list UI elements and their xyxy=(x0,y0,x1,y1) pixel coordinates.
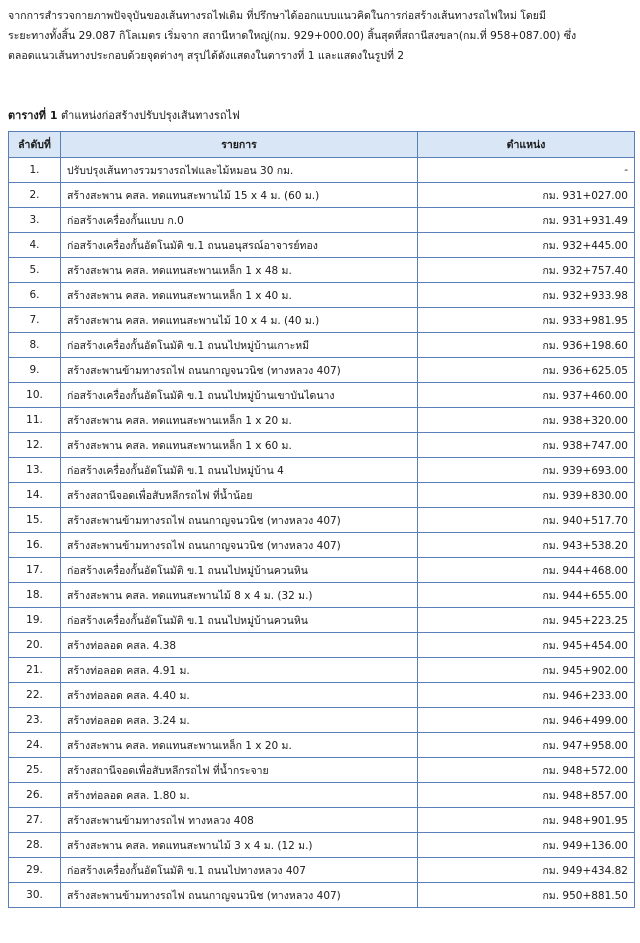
table-row xyxy=(9,633,635,658)
row-position: กม. 946+233.00 xyxy=(418,683,635,708)
table-caption-text: ตำแหน่งก่อสร้างปรับปรุงเส้นทางรถไฟ xyxy=(61,109,240,122)
row-position: กม. 938+320.00 xyxy=(418,408,635,433)
row-item: ปรับปรุงเส้นทางรวมรางรถไฟและไม้หมอน 30 กม. xyxy=(61,158,418,183)
table-row xyxy=(9,208,635,233)
row-position: กม. 936+625.05 xyxy=(418,358,635,383)
table-row xyxy=(9,408,635,433)
row-number: 25. xyxy=(9,758,61,783)
row-number: 11. xyxy=(9,408,61,433)
table-row xyxy=(9,458,635,483)
table-caption xyxy=(8,106,240,124)
row-item: สร้างสะพาน คสล. ทดแทนสะพานไม้ 15 x 4 ม. (60 ม.) xyxy=(61,183,418,208)
row-position: กม. 948+857.00 xyxy=(418,783,635,808)
header-position: ตำแหน่ง xyxy=(418,132,635,158)
row-position: กม. 932+445.00 xyxy=(418,233,635,258)
row-number: 1. xyxy=(9,158,61,183)
table-row xyxy=(9,858,635,883)
row-number: 8. xyxy=(9,333,61,358)
table-row xyxy=(9,433,635,458)
table-row xyxy=(9,883,635,908)
row-number: 28. xyxy=(9,833,61,858)
row-item: สร้างสะพาน คสล. ทดแทนสะพานเหล็ก 1 x 20 ม. xyxy=(61,733,418,758)
row-item: สร้างท่อลอด คสล. 3.24 ม. xyxy=(61,708,418,733)
row-number: 30. xyxy=(9,883,61,908)
row-item: สร้างสะพานข้ามทางรถไฟ ถนนกาญจนวนิช (ทางหลวง 407) xyxy=(61,883,418,908)
row-position: กม. 932+757.40 xyxy=(418,258,635,283)
row-position: กม. 943+538.20 xyxy=(418,533,635,558)
row-item: สร้างสถานีจอดเพื่อสับหลีกรถไฟ ที่น้ำน้อย xyxy=(61,483,418,508)
table-row xyxy=(9,733,635,758)
table-row xyxy=(9,358,635,383)
row-item: ก่อสร้างเครื่องกั้นแบบ ก.0 xyxy=(61,208,418,233)
row-number: 24. xyxy=(9,733,61,758)
row-number: 9. xyxy=(9,358,61,383)
table-row xyxy=(9,708,635,733)
row-item: สร้างสะพาน คสล. ทดแทนสะพานเหล็ก 1 x 48 ม. xyxy=(61,258,418,283)
table-row xyxy=(9,683,635,708)
row-number: 15. xyxy=(9,508,61,533)
row-number: 21. xyxy=(9,658,61,683)
paragraph-line: จากการสำรวจกายภาพปัจจุบันของเส้นทางรถไฟเดิม ที่ปรึกษาได้ออกแบบแนวคิดในการก่อสร้างเส้นทางรถไฟใหม่ โดยมี xyxy=(8,10,546,22)
row-position: กม. 939+693.00 xyxy=(418,458,635,483)
row-position: กม. 945+902.00 xyxy=(418,658,635,683)
row-number: 22. xyxy=(9,683,61,708)
table-row xyxy=(9,508,635,533)
row-item: สร้างสะพาน คสล. ทดแทนสะพานไม้ 10 x 4 ม. (40 ม.) xyxy=(61,308,418,333)
row-item: ก่อสร้างเครื่องกั้นอัตโนมัติ ข.1 ถนนไปทางหลวง 407 xyxy=(61,858,418,883)
row-number: 10. xyxy=(9,383,61,408)
row-number: 13. xyxy=(9,458,61,483)
row-number: 12. xyxy=(9,433,61,458)
row-position: กม. 950+881.50 xyxy=(418,883,635,908)
row-number: 5. xyxy=(9,258,61,283)
table-row xyxy=(9,308,635,333)
table-row xyxy=(9,258,635,283)
row-number: 2. xyxy=(9,183,61,208)
table-caption-label: ตารางที่ 1 xyxy=(8,109,58,122)
row-number: 7. xyxy=(9,308,61,333)
row-item: ก่อสร้างเครื่องกั้นอัตโนมัติ ข.1 ถนนไปหมู่บ้านควนหิน xyxy=(61,608,418,633)
table-row xyxy=(9,483,635,508)
table-row xyxy=(9,833,635,858)
row-position: กม. 946+499.00 xyxy=(418,708,635,733)
row-position: กม. 945+223.25 xyxy=(418,608,635,633)
row-item: สร้างท่อลอด คสล. 1.80 ม. xyxy=(61,783,418,808)
row-position: กม. 945+454.00 xyxy=(418,633,635,658)
row-position: กม. 933+981.95 xyxy=(418,308,635,333)
table-row xyxy=(9,783,635,808)
row-position: กม. 947+958.00 xyxy=(418,733,635,758)
table-row xyxy=(9,583,635,608)
row-item: สร้างสะพาน คสล. ทดแทนสะพานเหล็ก 1 x 60 ม. xyxy=(61,433,418,458)
table-row xyxy=(9,808,635,833)
row-item: สร้างสถานีจอดเพื่อสับหลีกรถไฟ ที่น้ำกระจาย xyxy=(61,758,418,783)
intro-paragraph xyxy=(8,6,634,66)
row-number: 6. xyxy=(9,283,61,308)
row-position: กม. 948+572.00 xyxy=(418,758,635,783)
row-item: สร้างสะพาน คสล. ทดแทนสะพานไม้ 8 x 4 ม. (32 ม.) xyxy=(61,583,418,608)
row-item: สร้างสะพานข้ามทางรถไฟ ถนนกาญจนวนิช (ทางหลวง 407) xyxy=(61,508,418,533)
row-position: กม. 937+460.00 xyxy=(418,383,635,408)
table-row xyxy=(9,533,635,558)
row-item: ก่อสร้างเครื่องกั้นอัตโนมัติ ข.1 ถนนอนุสรณ์อาจารย์ทอง xyxy=(61,233,418,258)
row-position: กม. 944+468.00 xyxy=(418,558,635,583)
table-row xyxy=(9,333,635,358)
row-item: สร้างท่อลอด คสล. 4.38 xyxy=(61,633,418,658)
row-number: 3. xyxy=(9,208,61,233)
row-position: กม. 949+434.82 xyxy=(418,858,635,883)
row-number: 14. xyxy=(9,483,61,508)
row-item: สร้างสะพาน คสล. ทดแทนสะพานเหล็ก 1 x 20 ม. xyxy=(61,408,418,433)
paragraph-line: ระยะทางทั้งสิ้น 29.087 กิโลเมตร เริ่มจาก สถานีหาดใหญ่(กม. 929+000.00) สิ้นสุดที่สถานีสงขลา(กม.ที่ 958+087.00) ซึ่ง xyxy=(8,30,577,42)
row-item: สร้างท่อลอด คสล. 4.40 ม. xyxy=(61,683,418,708)
row-item: ก่อสร้างเครื่องกั้นอัตโนมัติ ข.1 ถนนไปหมู่บ้านเขาบันไดนาง xyxy=(61,383,418,408)
header-item: รายการ xyxy=(61,132,418,158)
table-row xyxy=(9,558,635,583)
table-row xyxy=(9,658,635,683)
table-row xyxy=(9,183,635,208)
row-number: 29. xyxy=(9,858,61,883)
row-position: กม. 939+830.00 xyxy=(418,483,635,508)
row-number: 17. xyxy=(9,558,61,583)
table-row xyxy=(9,758,635,783)
table-body xyxy=(9,158,635,908)
row-item: ก่อสร้างเครื่องกั้นอัตโนมัติ ข.1 ถนนไปหมู่บ้านเกาะหมี xyxy=(61,333,418,358)
row-number: 26. xyxy=(9,783,61,808)
table-row xyxy=(9,608,635,633)
table-row xyxy=(9,383,635,408)
row-position: กม. 940+517.70 xyxy=(418,508,635,533)
row-position: กม. 936+198.60 xyxy=(418,333,635,358)
row-item: ก่อสร้างเครื่องกั้นอัตโนมัติ ข.1 ถนนไปหมู่บ้าน 4 xyxy=(61,458,418,483)
row-item: สร้างท่อลอด คสล. 4.91 ม. xyxy=(61,658,418,683)
row-item: สร้างสะพานข้ามทางรถไฟ ถนนกาญจนวนิช (ทางหลวง 407) xyxy=(61,533,418,558)
row-position: กม. 949+136.00 xyxy=(418,833,635,858)
row-position: กม. 931+931.49 xyxy=(418,208,635,233)
row-number: 18. xyxy=(9,583,61,608)
row-position: กม. 932+933.98 xyxy=(418,283,635,308)
row-item: สร้างสะพานข้ามทางรถไฟ ทางหลวง 408 xyxy=(61,808,418,833)
table-row xyxy=(9,158,635,183)
table-row xyxy=(9,233,635,258)
row-position: กม. 944+655.00 xyxy=(418,583,635,608)
row-number: 19. xyxy=(9,608,61,633)
row-item: สร้างสะพาน คสล. ทดแทนสะพานไม้ 3 x 4 ม. (12 ม.) xyxy=(61,833,418,858)
row-position: กม. 948+901.95 xyxy=(418,808,635,833)
row-item: ก่อสร้างเครื่องกั้นอัตโนมัติ ข.1 ถนนไปหมู่บ้านควนหิน xyxy=(61,558,418,583)
row-number: 16. xyxy=(9,533,61,558)
row-position: กม. 938+747.00 xyxy=(418,433,635,458)
row-item: สร้างสะพานข้ามทางรถไฟ ถนนกาญจนวนิช (ทางหลวง 407) xyxy=(61,358,418,383)
row-position: กม. 931+027.00 xyxy=(418,183,635,208)
row-number: 4. xyxy=(9,233,61,258)
row-number: 20. xyxy=(9,633,61,658)
row-position: - xyxy=(418,158,635,183)
row-item: สร้างสะพาน คสล. ทดแทนสะพานเหล็ก 1 x 40 ม. xyxy=(61,283,418,308)
construction-table xyxy=(8,131,635,908)
paragraph-line: ตลอดแนวเส้นทางประกอบด้วยจุดต่างๆ สรุปได้ดังแสดงในตารางที่ 1 และแสดงในรูปที่ 2 xyxy=(8,50,405,62)
table-row xyxy=(9,283,635,308)
row-number: 23. xyxy=(9,708,61,733)
header-no: ลำดับที่ xyxy=(9,132,61,158)
row-number: 27. xyxy=(9,808,61,833)
table-header-row xyxy=(9,132,635,158)
